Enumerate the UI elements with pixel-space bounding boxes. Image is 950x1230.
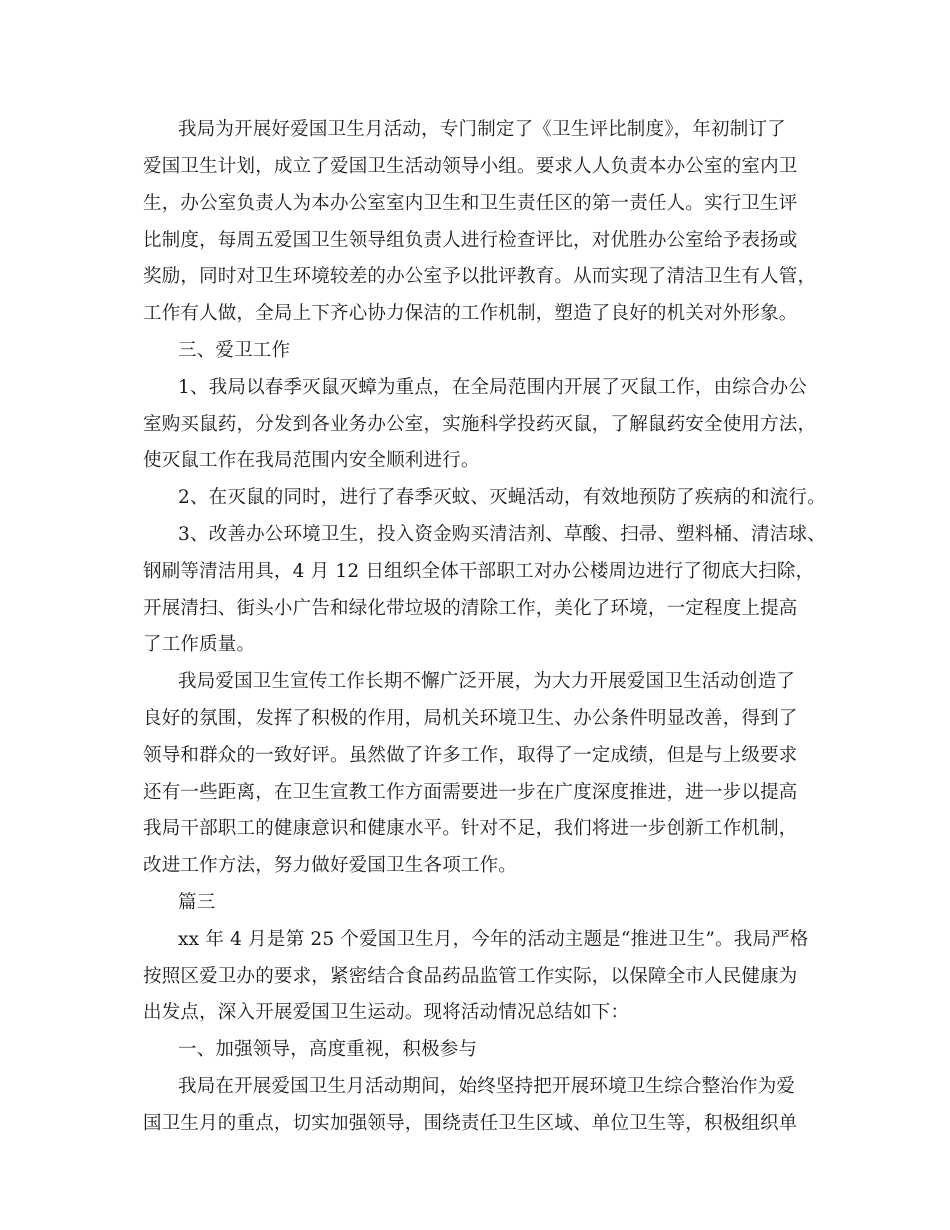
text-line: 钢刷等清洁用具，4 月 12 日组织全体干部职工对办公楼周边进行了彻底大扫除， — [143, 561, 815, 582]
text-line: 良好的氛围，发挥了积极的作用，局机关环境卫生、办公条件明显改善，得到了 — [143, 708, 798, 729]
text-line: 我局在开展爱国卫生月活动期间，始终坚持把开展环境卫生综合整治作为爱 — [178, 1076, 796, 1097]
text-line: 开展清扫、街头小广告和绿化带垃圾的清除工作，美化了环境，一定程度上提高 — [143, 598, 798, 619]
text-line: 室购买鼠药，分发到各业务办公室，实施科学投药灭鼠，了解鼠药安全使用方法， — [143, 414, 817, 435]
text-line: 还有一些距离，在卫生宣教工作方面需要进一步在广度深度推进，进一步以提高 — [143, 782, 798, 803]
text-line: 比制度，每周五爱国卫生领导组负责人进行检查评比，对优胜办公室给予表扬或 — [143, 230, 798, 251]
text-line: 工作有人做，全局上下齐心协力保洁的工作机制，塑造了良好的机关对外形象。 — [143, 303, 798, 324]
text-line: 使灭鼠工作在我局范围内安全顺利进行。 — [143, 450, 480, 471]
section-heading: 篇三 — [178, 892, 216, 913]
text-line: 出发点，深入开展爱国卫生运动。现将活动情况总结如下： — [143, 1002, 630, 1023]
text-line: xx 年 4 月是第 25 个爱国卫生月，今年的活动主题是“推进卫生”。我局严格 — [178, 929, 809, 950]
text-line: 国卫生月的重点，切实加强领导，围绕责任卫生区域、单位卫生等，积极组织单 — [143, 1113, 798, 1134]
text-line: 了工作质量。 — [143, 634, 256, 655]
section-heading: 三、爱卫工作 — [178, 340, 291, 361]
text-line: 我局爱国卫生宣传工作长期不懈广泛开展，为大力开展爱国卫生活动创造了 — [178, 671, 796, 692]
text-line: 2、在灭鼠的同时，进行了春季灭蚊、灭蝇活动，有效地预防了疾病的和流行。 — [178, 487, 826, 508]
text-line: 爱国卫生计划，成立了爱国卫生活动领导小组。要求人人负责本办公室的室内卫 — [143, 156, 798, 177]
text-line: 生，办公室负责人为本办公室室内卫生和卫生责任区的第一责任人。实行卫生评 — [143, 193, 798, 214]
text-line: 我局为开展好爱国卫生月活动，专门制定了《卫生评比制度》，年初制订了 — [178, 119, 786, 140]
text-line: 按照区爱卫办的要求，紧密结合食品药品监管工作实际，以保障全市人民健康为 — [143, 966, 798, 987]
text-line: 3、改善办公环境卫生，投入资金购买清洁剂、草酸、扫帚、塑料桶、清洁球、 — [178, 524, 826, 545]
text-line: 1、我局以春季灭鼠灭蟑为重点，在全局范围内开展了灭鼠工作，由综合办公 — [178, 377, 808, 398]
text-line: 改进工作方法，努力做好爱国卫生各项工作。 — [143, 855, 518, 876]
text-line: 我局干部职工的健康意识和健康水平。针对不足，我们将进一步创新工作机制， — [143, 818, 798, 839]
text-line: 奖励，同时对卫生环境较差的办公室予以批评教育。从而实现了清洁卫生有人管， — [143, 266, 817, 287]
section-heading: 一、加强领导，高度重视，积极参与 — [178, 1039, 478, 1060]
text-line: 领导和群众的一致好评。虽然做了许多工作，取得了一定成绩，但是与上级要求 — [143, 745, 798, 766]
